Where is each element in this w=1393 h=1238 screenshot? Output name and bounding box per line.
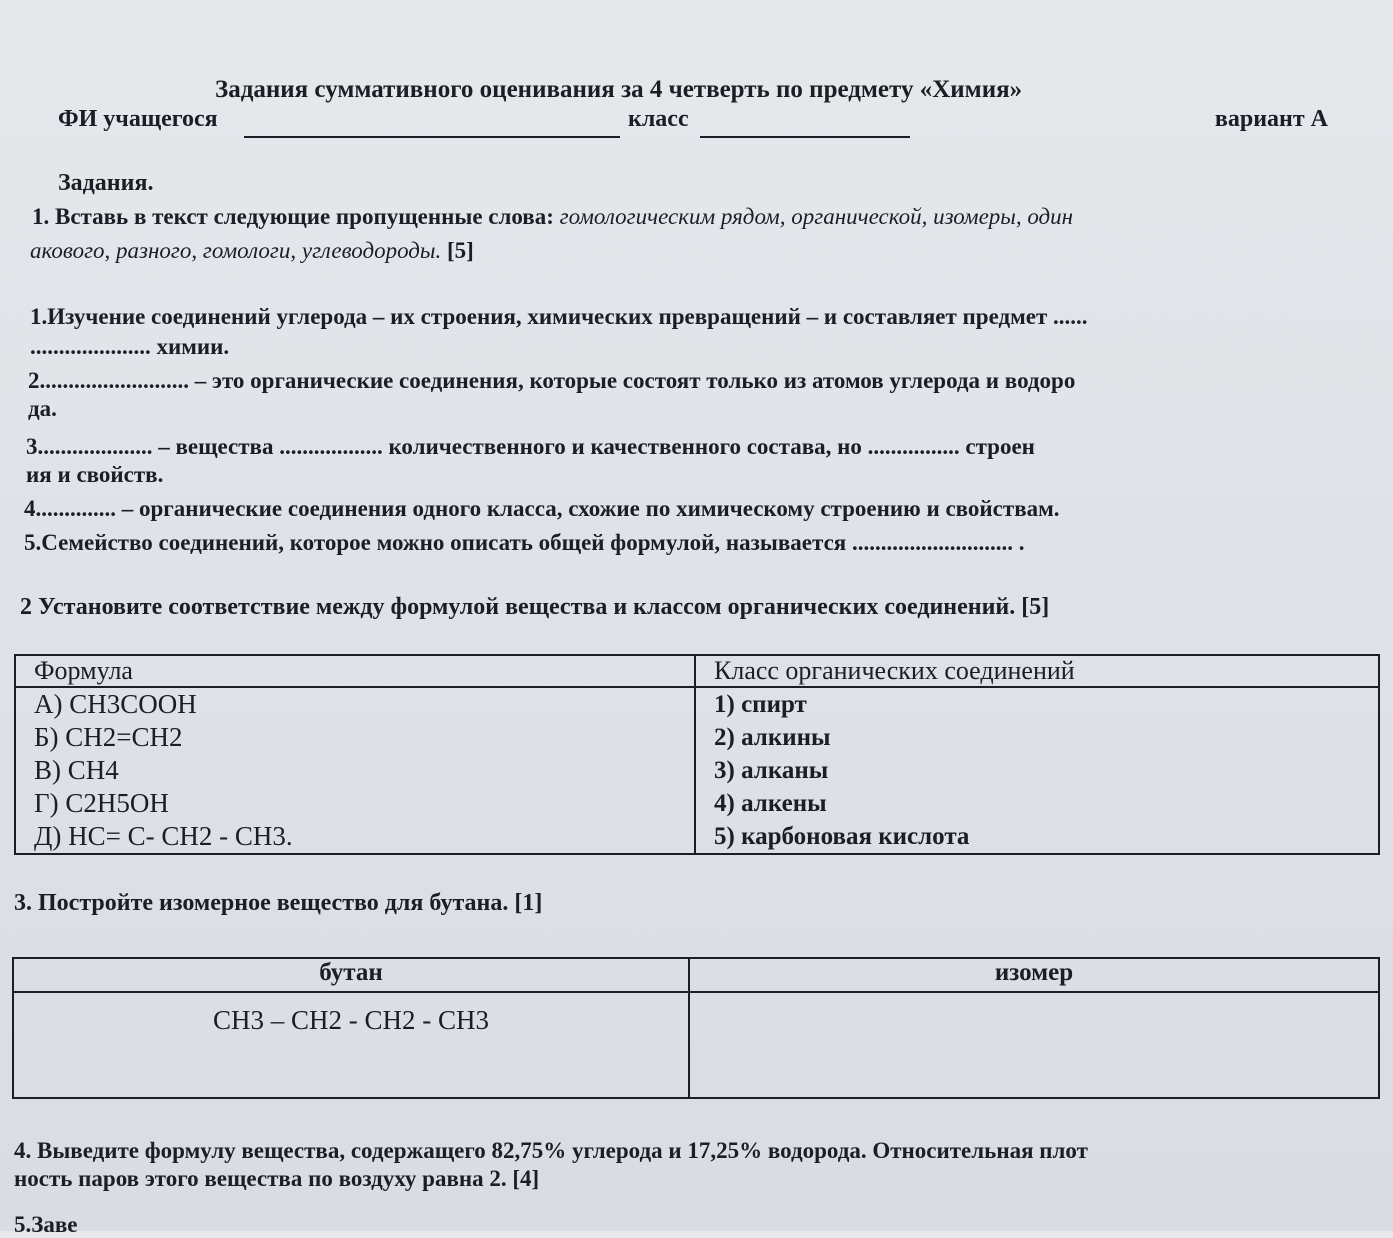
class-blank[interactable] [700, 136, 910, 138]
task1-sentence-1a: 1.Изучение соединений углерода – их строения, химических превращений – и составляет предмет ...... [30, 304, 1088, 329]
student-info-row [58, 106, 1338, 142]
isomer-table [12, 957, 1380, 1099]
task1-prompt [32, 204, 1073, 230]
butane-column-header: бутан [13, 958, 689, 992]
task2-prompt: 2 Установите соответствие между формулой вещества и классом органических соединений. [5] [20, 594, 1050, 620]
class-column-header: Класс органических соединений [695, 655, 1379, 687]
formula-list [15, 687, 695, 854]
class-item: 3) алканы [714, 757, 829, 784]
variant-label: вариант А [1214, 106, 1328, 132]
class-item: 1) спирт [714, 691, 807, 718]
task1-prompt-text: 1. Вставь в текст следующие пропущенные слова: [32, 204, 554, 229]
task3-prompt: 3. Постройте изомерное вещество для бутана. [1] [14, 890, 543, 916]
formula-item: Д) HC= C- CH2 - CH3. [34, 821, 293, 851]
student-name-label: ФИ учащегося [58, 106, 218, 132]
class-item: 5) карбоновая кислота [714, 823, 970, 850]
task1-sentence-2a: 2.......................... – это органические соединения, которые состоят только из атомов углерода и водоро [28, 368, 1076, 393]
task1-word-list-1: гомологическим рядом, органической, изомеры, один [559, 204, 1074, 229]
butane-formula: CH3 – CH2 - CH2 - CH3 [13, 992, 689, 1098]
task1-sentence-3b: ия и свойств. [26, 462, 164, 487]
task1-sentence-5: 5.Семейство соединений, которое можно описать общей формулой, называется ............................ . [24, 530, 1025, 555]
matching-table [14, 654, 1380, 855]
task4-line-1: 4. Выведите формулу вещества, содержащего 82,75% углерода и 17,25% водорода. Относительная плот [14, 1138, 1088, 1163]
isomer-column-header: изомер [689, 958, 1379, 992]
tasks-heading: Задания. [58, 170, 154, 196]
class-list [695, 687, 1379, 854]
class-label: класс [628, 106, 689, 132]
task1-word-list-2: акового, разного, гомологи, углеводороды. [30, 238, 442, 263]
formula-item: Г) C2H5OH [34, 788, 169, 818]
page-title: Задания суммативного оценивания за 4 четверть по предмету «Химия» [215, 76, 1023, 103]
task1-sentence-3a: 3.................... – вещества .................. количественного и качественного состава, но ................ строен [26, 434, 1035, 459]
task1-sentence-2b: да. [28, 396, 57, 421]
formula-item: Б) CH2=CH2 [34, 722, 183, 752]
task1-sentence-1b: ..................... химии. [30, 334, 230, 359]
task5-partial: 5.Заве [14, 1212, 78, 1237]
student-name-blank[interactable] [244, 136, 620, 138]
isomer-answer-cell[interactable] [689, 992, 1379, 1098]
formula-column-header: Формула [15, 655, 695, 687]
formula-item: А) CH3COOH [34, 689, 197, 719]
task4-line-2: ность паров этого вещества по воздуху равна 2. [4] [14, 1166, 540, 1191]
task1-sentence-4: 4.............. – органические соединения одного класса, схожие по химическому строению и свойствам. [24, 496, 1060, 521]
formula-item: В) CH4 [34, 755, 119, 785]
task1-points: [5] [447, 238, 474, 263]
task1-prompt-cont [30, 238, 474, 264]
class-item: 4) алкены [714, 790, 827, 817]
class-item: 2) алкины [714, 724, 831, 751]
